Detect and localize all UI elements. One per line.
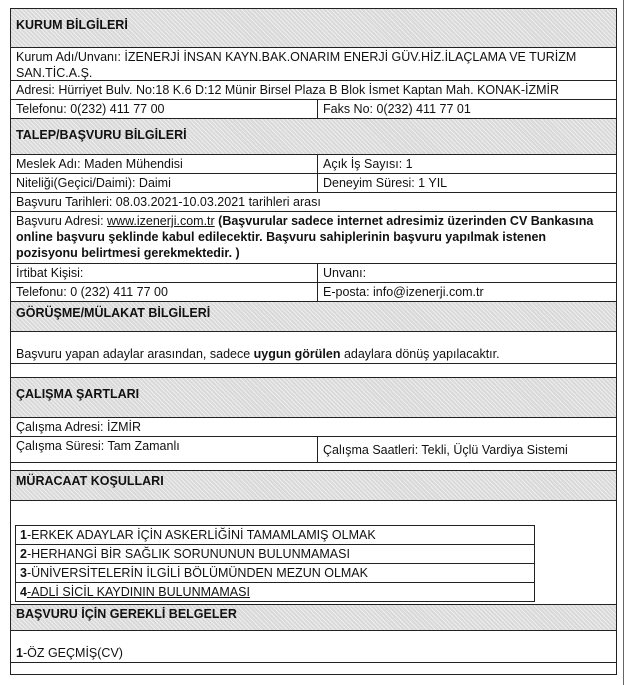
section-header-muracaat: MÜRACAAT KOŞULLARI: [10, 471, 617, 501]
irtibat-kisisi: İrtibat Kişisi:: [11, 264, 318, 282]
basvuru-tarihleri: Başvuru Tarihleri: 08.03.2021-10.03.2021 tarihleri arası: [10, 193, 617, 212]
muracaat-conditions: [10, 501, 617, 605]
calisma-suresi: Çalışma Süresi: Tam Zamanlı: [11, 437, 318, 462]
section-header-kurum: KURUM BİLGİLERİ: [10, 8, 617, 48]
belge-text: -ÖZ GEÇMİŞ(CV): [22, 646, 123, 660]
calisma-row: [10, 437, 617, 463]
section-header-calisma: ÇALIŞMA ŞARTLARI: [10, 378, 617, 418]
basvuru-adresi-link[interactable]: www.izenerji.com.tr: [107, 214, 215, 228]
talep-eposta[interactable]: E-posta: info@izenerji.com.tr: [323, 285, 484, 299]
kurum-faks: Faks No: 0(232) 411 77 01: [323, 102, 471, 116]
basvuru-adresi: [10, 212, 617, 264]
irtibat-unvani: Unvanı:: [323, 266, 367, 280]
calisma-adresi: Çalışma Adresi: İZMİR: [10, 418, 617, 437]
basvuru-adresi-note: (Başvurular sadece internet adresimiz üzerinden CV Bankasına online başvuru şeklinde kabul edilecektir. Başvuru sahiplerinin başvuru yapılmak istenen pozisyonu belirtmesi gerekmektedir. ): [16, 214, 594, 260]
spacer-row: [10, 663, 617, 675]
acik-is-sayisi: Açık İş Sayısı: 1: [323, 157, 413, 171]
belge-item: [10, 631, 617, 663]
kurum-telefon: Telefonu: 0(232) 411 77 00: [11, 100, 318, 118]
condition-item: 2-HERHANGİ BİR SAĞLIK SORUNUNUN BULUNMAMASI: [15, 544, 535, 563]
section-header-belgeler: BAŞVURU İÇİN GEREKLİ BELGELER: [10, 605, 617, 631]
gorusme-text-after: adaylara dönüş yapılacaktır.: [340, 347, 500, 361]
gorusme-text: [10, 332, 617, 364]
kurum-phone-row: [10, 100, 617, 119]
talep-row-2: [10, 174, 617, 193]
talep-row-4: [10, 283, 617, 302]
job-posting-form: [10, 8, 617, 675]
kurum-unvan: Kurum Adı/Unvanı: İZENERJİ İNSAN KAYN.BAK.ONARIM ENERJİ GÜV.HİZ.İLAÇLAMA VE TURİZM SAN.TİC.A.Ş.: [10, 48, 617, 81]
spacer-row: [10, 463, 617, 471]
talep-row-1: [10, 155, 617, 174]
gorusme-text-bold: uygun görülen: [253, 347, 341, 361]
condition-item: 1-ERKEK ADAYLAR İÇİN ASKERLİĞİNİ TAMAMLAMIŞ OLMAK: [15, 525, 535, 544]
condition-item: 4-ADLİ SİCİL KAYDININ BULUNMAMASI: [15, 582, 535, 602]
page-edge-line: [623, 0, 624, 685]
meslek-adi: Meslek Adı: Maden Mühendisi: [11, 155, 318, 173]
talep-telefon: Telefonu: 0 (232) 411 77 00: [11, 283, 318, 301]
talep-row-3: [10, 264, 617, 283]
kurum-adres: Adresi: Hürriyet Bulv. No:18 K.6 D:12 Münir Birsel Plaza B Blok İsmet Kaptan Mah. KONAK-İZMİR: [10, 81, 617, 100]
deneyim-suresi: Deneyim Süresi: 1 YIL: [323, 176, 448, 190]
nitelik: Niteliği(Geçici/Daimi): Daimi: [11, 174, 318, 192]
spacer-row: [10, 364, 617, 378]
condition-item: 3-ÜNİVERSİTELERİN İLGİLİ BÖLÜMÜNDEN MEZUN OLMAK: [15, 563, 535, 582]
belge-num: 1: [16, 646, 23, 660]
section-header-gorusme: GÖRÜŞME/MÜLAKAT BİLGİLERİ: [10, 302, 617, 332]
gorusme-text-before: Başvuru yapan adaylar arasından, sadece: [16, 347, 254, 361]
calisma-saatleri: Çalışma Saatleri: Tekli, Üçlü Vardiya Sistemi: [323, 443, 568, 457]
basvuru-adresi-label: Başvuru Adresi:: [16, 214, 108, 228]
section-header-talep: TALEP/BAŞVURU BİLGİLERİ: [10, 119, 617, 155]
